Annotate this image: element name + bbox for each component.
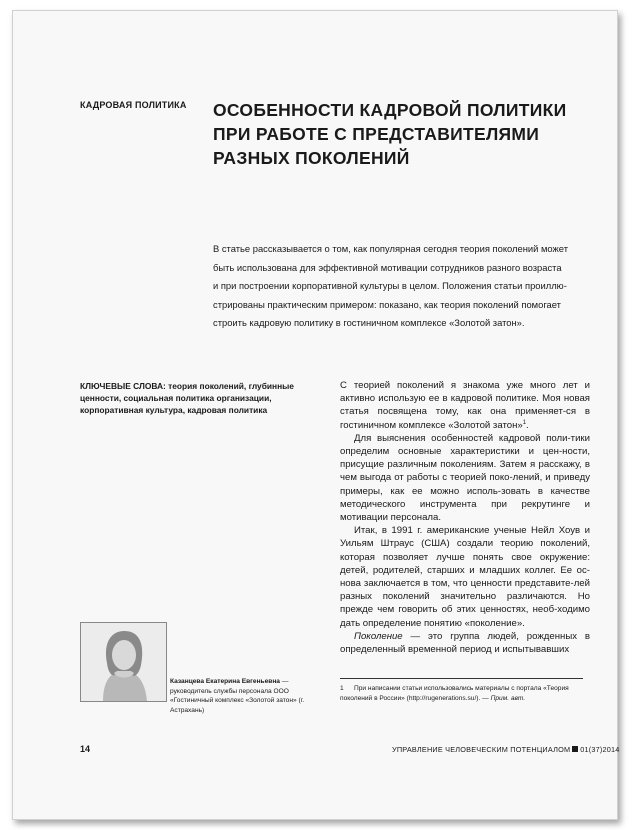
title-line: ПРИ РАБОТЕ С ПРЕДСТАВИТЕЛЯМИ [213, 124, 540, 144]
body-text: . [526, 419, 529, 431]
body-paragraph [340, 630, 590, 656]
body-paragraph: Итак, в 1991 г. американские ученые Нейл Хоув и Уильям Штраус (США) создали теорию поколений, которая позволяет лучше понять свое окружение: детей, родителей, старших и младших коллег. Ее ос-нова заключается в том, что ценности представите-лей разных поколений значительно различаются. Но прежде чем говорить об этих ценностях, необ-ходимо дать определение понятию «поколение». [340, 525, 590, 629]
article-abstract [213, 240, 593, 333]
abstract-line: В статье рассказывается о том, как популярная сегодня теория поколений может [213, 243, 568, 254]
footnote-text: При написании статьи использовались материалы с портала «Теория поколений в России» (http://rugenerations.su/). — [340, 685, 569, 702]
body-paragraph: Для выяснения особенностей кадровой поли-тики определим основные характеристики и цен-ности, присущие различным поколениям. Затем я расскажу, в чем выгода от работы с теорией поко-лений, и приведу примеры, как ее можно исполь-зовать в качестве методического инструмента при рекрутинге и мотивации персонала. [340, 432, 590, 524]
article-title [213, 98, 603, 170]
abstract-line: и при построении корпоративной культуры в целом. Положения статьи проиллю- [213, 280, 567, 291]
footnote-divider [340, 678, 583, 679]
journal-footer [392, 745, 620, 754]
abstract-line: быть использована для эффективной мотивации сотрудников разного возраста [213, 261, 562, 273]
journal-issue: 01(37)2014 [580, 745, 620, 754]
author-name: Казанцева Екатерина Евгеньевна [170, 678, 280, 685]
keywords-text: теория поколений, глубинные ценности, социальная политика организации, корпоративная культура, кадровая политика [80, 381, 294, 415]
footnote-number: 1 [340, 685, 344, 692]
footnote-note: Прим. авт. [490, 695, 526, 702]
footnote-ref[interactable]: 1 [522, 419, 527, 426]
footnote [340, 684, 585, 704]
body-text: С теорией поколений я знакома уже много лет и активно использую ее в кадровой политике. Моя новая статья посвящена тому, как она применяет-ся в гостиничном комплексе «Золотой затон» [340, 380, 590, 431]
abstract-line: стрированы практическим примером: показано, как теория поколений помогает [213, 298, 561, 310]
square-bullet-icon [572, 746, 578, 752]
title-line: ОСОБЕННОСТИ КАДРОВОЙ ПОЛИТИКИ [213, 100, 567, 120]
journal-title: УПРАВЛЕНИЕ ЧЕЛОВЕЧЕСКИМ ПОТЕНЦИАЛОМ [392, 745, 571, 754]
author-photo [80, 622, 167, 702]
body-paragraph [340, 379, 590, 432]
section-rubric: КАДРОВАЯ ПОЛИТИКА [80, 100, 187, 110]
article-body [340, 379, 590, 656]
abstract-line: строить кадровую политику в гостиничном комплексе «Золотой затон». [213, 317, 525, 328]
author-portrait-image [81, 623, 166, 701]
author-role: — руководитель службы персонала ООО «Гостиничный комплекс «Золотой затон» (г. Астрахань) [170, 678, 305, 714]
page-number: 14 [80, 744, 91, 754]
keywords-block [80, 380, 325, 416]
term-emphasis: Поколение [354, 630, 403, 642]
author-info [170, 677, 330, 715]
title-line: РАЗНЫХ ПОКОЛЕНИЙ [213, 148, 410, 168]
keywords-label: КЛЮЧЕВЫЕ СЛОВА: [80, 381, 166, 391]
body-text: — это группа людей, рожденных в определенный временной период и испытывавших [340, 630, 590, 656]
